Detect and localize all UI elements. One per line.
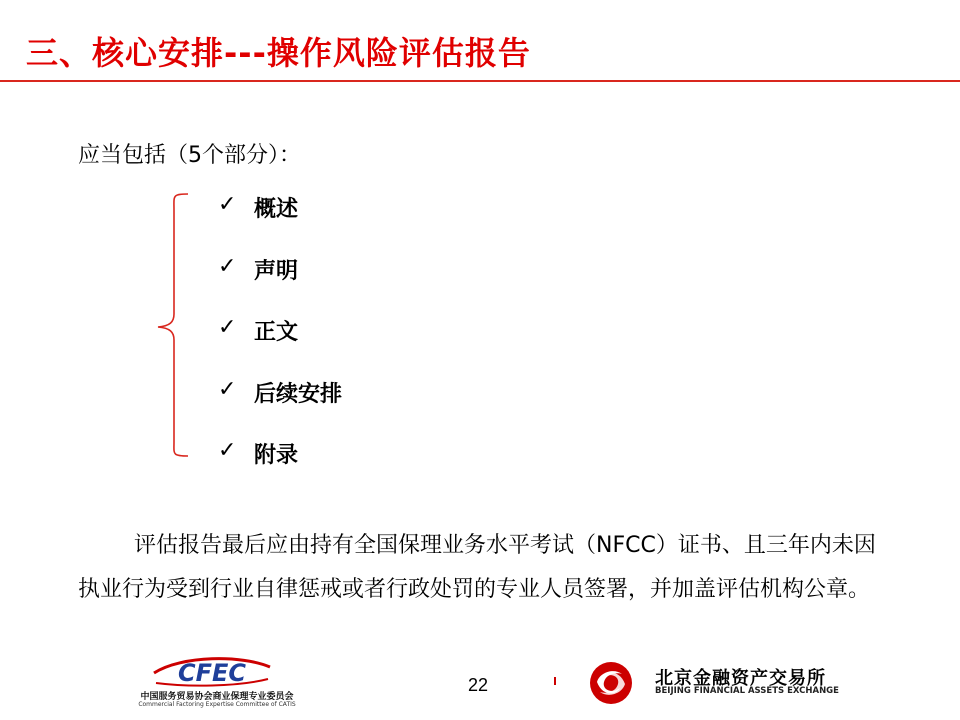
cfec-emblem-icon [152,653,272,687]
checklist-item [218,254,342,316]
body-paragraph: 评估报告最后应由持有全国保理业务水平考试（NFCC）证书、且三年内未因执业行为受到行业自律惩戒或者行政处罚的专业人员签署，并加盖评估机构公章。 [78,533,876,602]
checklist-label: 附录 [254,443,299,468]
slide-footer [0,645,960,720]
checkmark-icon: ✓ [218,253,237,279]
checklist-item [218,315,342,377]
checklist-label: 后续安排 [254,381,343,407]
curly-brace-icon [150,190,190,460]
page-number: 22 [468,675,489,695]
checklist-item [218,377,342,439]
title-divider [0,80,960,82]
footer-divider [554,677,556,685]
checkmark-icon: ✓ [218,192,237,217]
intro-text: 应当包括（5个部分）： [78,143,301,168]
checklist-label: 正文 [254,320,299,345]
bfae-name-en: BEIJING FINANCIAL ASSETS EXCHANGE [655,686,839,696]
checkmark-icon: ✓ [218,315,237,340]
cfec-name-cn: 中国服务贸易协会商业保理专业委员会 [140,692,294,702]
checklist-label: 概述 [254,197,299,222]
checklist-item [218,438,342,500]
slide-title: 三、核心安排---操作风险评估报告 [26,34,531,72]
checkmark-icon: ✓ [218,376,237,402]
checkmark-icon: ✓ [218,438,237,463]
checklist-item [218,192,342,254]
checklist [218,192,342,500]
cfec-logo-text: CFEC [177,659,247,687]
cfec-name-en: Commercial Factoring Expertise Committee of CATIS [138,701,296,708]
bfae-logo-icon [588,660,634,706]
bfae-name-cn: 北京金融资产交易所 [655,668,826,689]
checklist-label: 声明 [254,258,299,284]
cfec-logo [82,653,352,713]
